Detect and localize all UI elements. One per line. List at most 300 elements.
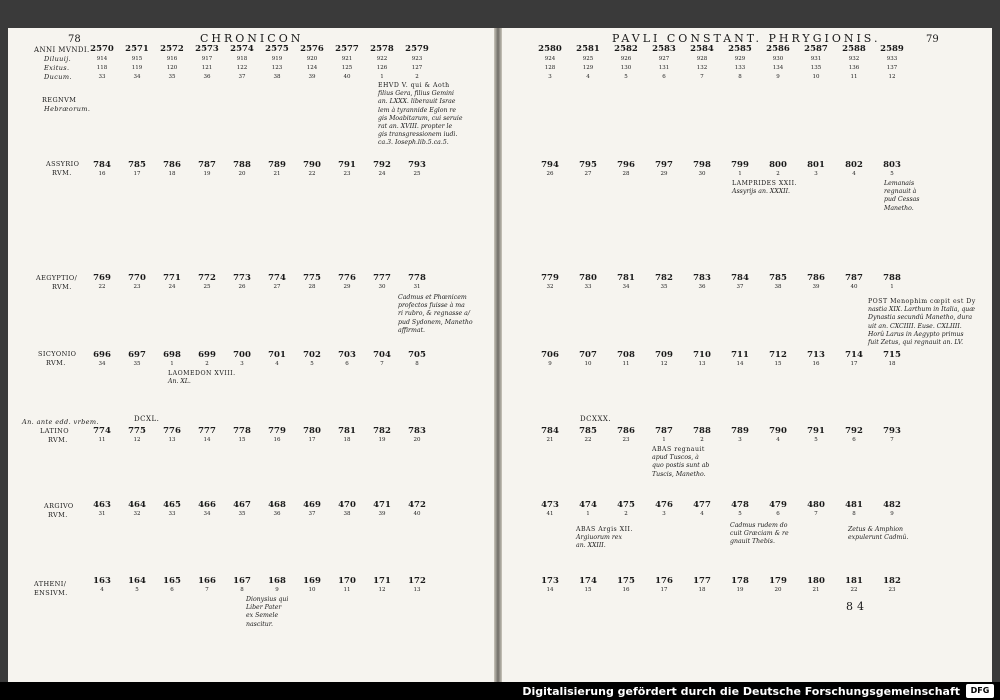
table-cell-value: 711 bbox=[731, 350, 749, 360]
table-cell-value: 786 bbox=[163, 160, 181, 170]
table-cell-sub: 34 bbox=[203, 511, 211, 517]
table-cell-sub: 4 bbox=[100, 587, 104, 593]
table-cell-sub: 23 bbox=[888, 587, 896, 593]
table-cell-sub: 30 bbox=[698, 171, 706, 177]
table-cell-sub: 12 bbox=[660, 361, 668, 367]
table-cell-sub: 22 bbox=[308, 171, 316, 177]
table-cell-value: 790 bbox=[769, 426, 787, 436]
table-cell-value: 773 bbox=[233, 273, 251, 283]
exitus-cell: 130 bbox=[620, 65, 632, 71]
regnum-sublabel: Hebræorum. bbox=[44, 105, 91, 113]
table-cell-sub: 11 bbox=[98, 437, 106, 443]
table-cell-sub: 28 bbox=[308, 284, 316, 290]
year-cell: 2581 bbox=[576, 44, 600, 54]
book-gutter bbox=[494, 28, 502, 682]
table-cell-sub: 24 bbox=[168, 284, 176, 290]
table-cell-sub: 1 bbox=[170, 361, 174, 367]
table-cell-value: 167 bbox=[233, 576, 251, 586]
diluuij-cell: 915 bbox=[131, 56, 143, 62]
table-cell-value: 780 bbox=[303, 426, 321, 436]
note-cadmus-phoenix: Cadmus et Phœnicem profectos fuisse à ma ri rubro, & regnasse a/ pud Sydonem, Manetho affirmat. bbox=[398, 294, 473, 334]
table-cell-sub: 35 bbox=[133, 361, 141, 367]
table-cell-sub: 20 bbox=[238, 171, 246, 177]
table-cell-sub: 2 bbox=[205, 361, 209, 367]
table-cell-value: 800 bbox=[769, 160, 787, 170]
latin-pre-label: An. ante edd. vrbem. bbox=[22, 418, 99, 426]
year-cell: 2572 bbox=[160, 44, 184, 54]
exitus-cell: 137 bbox=[886, 65, 898, 71]
exitus-cell: 129 bbox=[582, 65, 594, 71]
table-cell-sub: 41 bbox=[546, 511, 554, 517]
table-cell-value: 777 bbox=[373, 273, 391, 283]
table-cell-sub: 36 bbox=[273, 511, 281, 517]
table-cell-value: 164 bbox=[128, 576, 146, 586]
year-cell: 2578 bbox=[370, 44, 394, 54]
table-cell-sub: 10 bbox=[308, 587, 316, 593]
ducum-cell: 7 bbox=[700, 74, 704, 80]
table-cell-sub: 2 bbox=[700, 437, 704, 443]
table-cell-value: 713 bbox=[807, 350, 825, 360]
table-cell-sub: 21 bbox=[273, 171, 281, 177]
row-label-assyrians: ASSYRIO bbox=[46, 160, 80, 168]
row-label-assyrians-2: RVM. bbox=[52, 169, 72, 177]
regnum-label: REGNVM bbox=[42, 96, 77, 104]
table-cell-value: 477 bbox=[693, 500, 711, 510]
table-cell-sub: 29 bbox=[343, 284, 351, 290]
table-cell-sub: 16 bbox=[273, 437, 281, 443]
table-cell-value: 775 bbox=[303, 273, 321, 283]
ducum-cell: 1 bbox=[380, 74, 384, 80]
table-cell-sub: 20 bbox=[413, 437, 421, 443]
latin-marker-left: DCXL. bbox=[134, 415, 160, 423]
table-cell-value: 468 bbox=[268, 500, 286, 510]
table-cell-value: 774 bbox=[268, 273, 286, 283]
table-cell-value: 770 bbox=[128, 273, 146, 283]
year-cell: 2579 bbox=[405, 44, 429, 54]
table-cell-value: 705 bbox=[408, 350, 426, 360]
table-cell-sub: 11 bbox=[622, 361, 630, 367]
table-cell-sub: 18 bbox=[343, 437, 351, 443]
exitus-cell: 128 bbox=[544, 65, 556, 71]
table-cell-value: 178 bbox=[731, 576, 749, 586]
table-cell-value: 788 bbox=[693, 426, 711, 436]
year-cell: 2587 bbox=[804, 44, 828, 54]
dfg-logo: DFG bbox=[966, 684, 994, 698]
note-zetus-amphion: Zetus & Amphion expulerunt Cadmû. bbox=[848, 526, 909, 542]
table-cell-sub: 32 bbox=[133, 511, 141, 517]
table-cell-sub: 40 bbox=[413, 511, 421, 517]
ducum-cell: 34 bbox=[133, 74, 141, 80]
table-cell-value: 784 bbox=[93, 160, 111, 170]
table-cell-value: 778 bbox=[233, 426, 251, 436]
year-cell: 2576 bbox=[300, 44, 324, 54]
table-cell-sub: 38 bbox=[343, 511, 351, 517]
exitus-cell: 121 bbox=[201, 65, 213, 71]
table-cell-sub: 6 bbox=[852, 437, 856, 443]
exitus-cell: 134 bbox=[772, 65, 784, 71]
year-cell: 2584 bbox=[690, 44, 714, 54]
table-cell-value: 169 bbox=[303, 576, 321, 586]
table-cell-value: 785 bbox=[128, 160, 146, 170]
table-cell-sub: 20 bbox=[774, 587, 782, 593]
exitus-cell: 120 bbox=[166, 65, 178, 71]
table-cell-sub: 27 bbox=[584, 171, 592, 177]
diluuij-cell: 914 bbox=[96, 56, 108, 62]
table-cell-value: 785 bbox=[769, 273, 787, 283]
table-cell-sub: 22 bbox=[850, 587, 858, 593]
table-cell-sub: 14 bbox=[546, 587, 554, 593]
year-cell: 2585 bbox=[728, 44, 752, 54]
table-cell-value: 481 bbox=[845, 500, 863, 510]
year-cell: 2570 bbox=[90, 44, 114, 54]
table-cell-sub: 31 bbox=[413, 284, 421, 290]
row-label-sicyonians: SICYONIO bbox=[38, 350, 77, 358]
table-cell-value: 182 bbox=[883, 576, 901, 586]
table-cell-sub: 1 bbox=[738, 171, 742, 177]
table-cell-value: 772 bbox=[198, 273, 216, 283]
year-cell: 2582 bbox=[614, 44, 638, 54]
table-cell-value: 709 bbox=[655, 350, 673, 360]
exitus-cell: 127 bbox=[411, 65, 423, 71]
table-cell-value: 482 bbox=[883, 500, 901, 510]
table-cell-value: 706 bbox=[541, 350, 559, 360]
note-abas-argis: ABAS Argis XII. Argiuorum rex an. XXIII. bbox=[576, 526, 633, 550]
table-cell-value: 474 bbox=[579, 500, 597, 510]
ducum-cell: 33 bbox=[98, 74, 106, 80]
table-cell-sub: 34 bbox=[98, 361, 106, 367]
table-cell-value: 803 bbox=[883, 160, 901, 170]
diluuij-cell: 920 bbox=[306, 56, 318, 62]
table-cell-value: 791 bbox=[338, 160, 356, 170]
table-cell-sub: 6 bbox=[345, 361, 349, 367]
table-cell-value: 774 bbox=[93, 426, 111, 436]
table-cell-sub: 17 bbox=[660, 587, 668, 593]
table-cell-value: 714 bbox=[845, 350, 863, 360]
diluuij-cell: 926 bbox=[620, 56, 632, 62]
diluuij-cell: 927 bbox=[658, 56, 670, 62]
table-cell-value: 478 bbox=[731, 500, 749, 510]
ducum-cell: 5 bbox=[624, 74, 628, 80]
table-cell-sub: 8 bbox=[852, 511, 856, 517]
table-cell-value: 176 bbox=[655, 576, 673, 586]
table-cell-value: 703 bbox=[338, 350, 356, 360]
table-cell-sub: 4 bbox=[700, 511, 704, 517]
table-cell-value: 704 bbox=[373, 350, 391, 360]
table-cell-value: 181 bbox=[845, 576, 863, 586]
table-cell-value: 180 bbox=[807, 576, 825, 586]
table-cell-sub: 33 bbox=[584, 284, 592, 290]
table-cell-value: 779 bbox=[268, 426, 286, 436]
table-cell-sub: 21 bbox=[812, 587, 820, 593]
left-running-head: CHRONICON bbox=[200, 32, 304, 45]
table-cell-sub: 7 bbox=[205, 587, 209, 593]
table-cell-value: 784 bbox=[731, 273, 749, 283]
table-cell-sub: 19 bbox=[203, 171, 211, 177]
table-cell-sub: 40 bbox=[850, 284, 858, 290]
exitus-cell: 123 bbox=[271, 65, 283, 71]
table-cell-sub: 5 bbox=[135, 587, 139, 593]
table-cell-value: 165 bbox=[163, 576, 181, 586]
table-cell-sub: 17 bbox=[850, 361, 858, 367]
table-cell-value: 798 bbox=[693, 160, 711, 170]
table-cell-value: 787 bbox=[845, 273, 863, 283]
table-cell-sub: 12 bbox=[133, 437, 141, 443]
table-cell-sub: 26 bbox=[546, 171, 554, 177]
table-cell-value: 476 bbox=[655, 500, 673, 510]
diluuij-cell: 918 bbox=[236, 56, 248, 62]
table-cell-sub: 18 bbox=[888, 361, 896, 367]
table-cell-sub: 30 bbox=[378, 284, 386, 290]
year-cell: 2589 bbox=[880, 44, 904, 54]
table-cell-sub: 24 bbox=[378, 171, 386, 177]
table-cell-sub: 16 bbox=[622, 587, 630, 593]
table-cell-sub: 19 bbox=[378, 437, 386, 443]
table-cell-value: 782 bbox=[373, 426, 391, 436]
table-cell-sub: 39 bbox=[812, 284, 820, 290]
table-cell-value: 702 bbox=[303, 350, 321, 360]
table-cell-sub: 25 bbox=[413, 171, 421, 177]
table-cell-sub: 6 bbox=[170, 587, 174, 593]
table-cell-value: 470 bbox=[338, 500, 356, 510]
table-cell-value: 175 bbox=[617, 576, 635, 586]
note-lemanais: Lemanais regnauit à pud Cessas Manetho. bbox=[884, 180, 920, 212]
ducum-cell: 6 bbox=[662, 74, 666, 80]
table-cell-value: 173 bbox=[541, 576, 559, 586]
table-cell-sub: 7 bbox=[814, 511, 818, 517]
table-cell-sub: 34 bbox=[622, 284, 630, 290]
diluuij-cell: 923 bbox=[411, 56, 423, 62]
table-cell-sub: 13 bbox=[168, 437, 176, 443]
table-cell-value: 698 bbox=[163, 350, 181, 360]
diluuij-label: Diluuij. bbox=[44, 55, 72, 63]
table-cell-value: 801 bbox=[807, 160, 825, 170]
table-cell-value: 177 bbox=[693, 576, 711, 586]
exitus-cell: 124 bbox=[306, 65, 318, 71]
exitus-cell: 126 bbox=[376, 65, 388, 71]
table-cell-sub: 5 bbox=[890, 171, 894, 177]
table-cell-value: 166 bbox=[198, 576, 216, 586]
ducum-cell: 36 bbox=[203, 74, 211, 80]
table-cell-value: 783 bbox=[693, 273, 711, 283]
table-cell-value: 790 bbox=[303, 160, 321, 170]
table-cell-sub: 14 bbox=[736, 361, 744, 367]
table-cell-sub: 37 bbox=[736, 284, 744, 290]
table-cell-value: 467 bbox=[233, 500, 251, 510]
table-cell-sub: 23 bbox=[343, 171, 351, 177]
table-cell-sub: 16 bbox=[98, 171, 106, 177]
ducum-cell: 12 bbox=[888, 74, 896, 80]
row-label-latins-2: RVM. bbox=[48, 436, 68, 444]
table-cell-value: 475 bbox=[617, 500, 635, 510]
diluuij-cell: 921 bbox=[341, 56, 353, 62]
ducum-cell: 3 bbox=[548, 74, 552, 80]
table-cell-value: 802 bbox=[845, 160, 863, 170]
table-cell-value: 471 bbox=[373, 500, 391, 510]
table-cell-sub: 7 bbox=[380, 361, 384, 367]
table-cell-sub: 3 bbox=[662, 511, 666, 517]
table-cell-sub: 1 bbox=[662, 437, 666, 443]
table-cell-sub: 36 bbox=[698, 284, 706, 290]
table-cell-sub: 19 bbox=[736, 587, 744, 593]
table-cell-sub: 1 bbox=[890, 284, 894, 290]
table-cell-value: 797 bbox=[655, 160, 673, 170]
table-cell-value: 776 bbox=[163, 426, 181, 436]
ducum-cell: 10 bbox=[812, 74, 820, 80]
table-cell-value: 172 bbox=[408, 576, 426, 586]
table-cell-value: 712 bbox=[769, 350, 787, 360]
table-cell-value: 794 bbox=[541, 160, 559, 170]
right-page-number: 79 bbox=[926, 34, 939, 45]
table-cell-sub: 22 bbox=[584, 437, 592, 443]
table-cell-value: 174 bbox=[579, 576, 597, 586]
signature-mark: 84 bbox=[846, 600, 868, 613]
table-cell-value: 710 bbox=[693, 350, 711, 360]
exitus-cell: 136 bbox=[848, 65, 860, 71]
diluuij-cell: 919 bbox=[271, 56, 283, 62]
table-cell-value: 466 bbox=[198, 500, 216, 510]
table-cell-value: 788 bbox=[233, 160, 251, 170]
table-cell-value: 793 bbox=[408, 160, 426, 170]
table-cell-sub: 17 bbox=[133, 171, 141, 177]
table-cell-sub: 17 bbox=[308, 437, 316, 443]
row-label-egyptians: AEGYPTIO/ bbox=[36, 274, 78, 282]
right-running-head: PAVLI CONSTANT. PHRYGIONIS. bbox=[612, 32, 881, 45]
table-cell-value: 792 bbox=[845, 426, 863, 436]
exitus-cell: 135 bbox=[810, 65, 822, 71]
anni-mundi-label: ANNI MVNDI. bbox=[34, 46, 90, 54]
table-cell-value: 480 bbox=[807, 500, 825, 510]
table-cell-value: 696 bbox=[93, 350, 111, 360]
table-cell-value: 787 bbox=[655, 426, 673, 436]
table-cell-value: 791 bbox=[807, 426, 825, 436]
latin-marker-right: DCXXX. bbox=[580, 415, 612, 423]
diluuij-cell: 916 bbox=[166, 56, 178, 62]
diluuij-cell: 933 bbox=[886, 56, 898, 62]
table-cell-sub: 28 bbox=[622, 171, 630, 177]
diluuij-cell: 930 bbox=[772, 56, 784, 62]
diluuij-cell: 931 bbox=[810, 56, 822, 62]
ducum-cell: 2 bbox=[415, 74, 419, 80]
table-cell-sub: 18 bbox=[168, 171, 176, 177]
note-lamprides: LAMPRIDES XXII. Assyrijs an. XXXII. bbox=[732, 180, 798, 196]
note-cadmus-thebes: Cadmus rudem do cuit Græciam & re gnauit Thebis. bbox=[730, 522, 789, 546]
table-cell-value: 786 bbox=[807, 273, 825, 283]
footer-credit: Digitalisierung gefördert durch die Deutsche Forschungsgemeinschaft bbox=[522, 685, 960, 698]
table-cell-value: 779 bbox=[541, 273, 559, 283]
table-cell-sub: 2 bbox=[776, 171, 780, 177]
table-cell-value: 700 bbox=[233, 350, 251, 360]
year-cell: 2571 bbox=[125, 44, 149, 54]
table-cell-sub: 38 bbox=[774, 284, 782, 290]
table-cell-sub: 7 bbox=[890, 437, 894, 443]
table-cell-value: 463 bbox=[93, 500, 111, 510]
table-cell-value: 479 bbox=[769, 500, 787, 510]
year-cell: 2573 bbox=[195, 44, 219, 54]
year-cell: 2583 bbox=[652, 44, 676, 54]
row-label-argives: ARGIVO bbox=[44, 502, 74, 510]
row-label-sicyonians-2: RVM. bbox=[46, 359, 66, 367]
table-cell-sub: 32 bbox=[546, 284, 554, 290]
table-cell-sub: 10 bbox=[584, 361, 592, 367]
table-cell-sub: 5 bbox=[738, 511, 742, 517]
note-ehud: EHVD V. qui & Aoth filius Gera, filius Gemini an. LXXX. liberauit Israe lem à tyrannide Eglon re gis Moabitarum, cui seruie rat an. XVIII. propter le gis transgressionem iudi. ca.3. Ioseph.lib.5.ca.5. bbox=[378, 82, 463, 147]
table-cell-value: 163 bbox=[93, 576, 111, 586]
table-cell-sub: 13 bbox=[698, 361, 706, 367]
ducum-cell: 35 bbox=[168, 74, 176, 80]
ducum-cell: 37 bbox=[238, 74, 246, 80]
exitus-cell: 118 bbox=[96, 65, 108, 71]
table-cell-sub: 39 bbox=[378, 511, 386, 517]
note-abas-tuscos: ABAS regnauit apud Tuscos, à quo postis sunt ab Tuscis, Manetho. bbox=[652, 446, 710, 478]
table-cell-value: 171 bbox=[373, 576, 391, 586]
table-cell-value: 788 bbox=[883, 273, 901, 283]
table-cell-sub: 23 bbox=[133, 284, 141, 290]
table-cell-sub: 9 bbox=[890, 511, 894, 517]
table-cell-sub: 25 bbox=[203, 284, 211, 290]
table-cell-value: 771 bbox=[163, 273, 181, 283]
year-cell: 2574 bbox=[230, 44, 254, 54]
note-laomedon: LAOMEDON XVIII. An. XL. bbox=[168, 370, 236, 386]
diluuij-cell: 929 bbox=[734, 56, 746, 62]
table-cell-value: 780 bbox=[579, 273, 597, 283]
table-cell-value: 472 bbox=[408, 500, 426, 510]
table-cell-value: 799 bbox=[731, 160, 749, 170]
table-cell-value: 769 bbox=[93, 273, 111, 283]
table-cell-value: 708 bbox=[617, 350, 635, 360]
table-cell-value: 785 bbox=[579, 426, 597, 436]
ducum-cell: 4 bbox=[586, 74, 590, 80]
table-cell-sub: 5 bbox=[814, 437, 818, 443]
table-cell-value: 787 bbox=[198, 160, 216, 170]
table-cell-value: 793 bbox=[883, 426, 901, 436]
table-cell-sub: 1 bbox=[586, 511, 590, 517]
exitus-cell: 119 bbox=[131, 65, 143, 71]
table-cell-value: 778 bbox=[408, 273, 426, 283]
ducum-cell: 8 bbox=[738, 74, 742, 80]
diluuij-cell: 925 bbox=[582, 56, 594, 62]
table-cell-sub: 35 bbox=[238, 511, 246, 517]
table-cell-sub: 37 bbox=[308, 511, 316, 517]
table-cell-value: 465 bbox=[163, 500, 181, 510]
footer-bar bbox=[0, 682, 1000, 700]
ducum-cell: 39 bbox=[308, 74, 316, 80]
table-cell-sub: 21 bbox=[546, 437, 554, 443]
table-cell-value: 473 bbox=[541, 500, 559, 510]
table-cell-sub: 15 bbox=[774, 361, 782, 367]
ducum-cell: 38 bbox=[273, 74, 281, 80]
table-cell-value: 789 bbox=[731, 426, 749, 436]
table-cell-sub: 29 bbox=[660, 171, 668, 177]
table-cell-value: 464 bbox=[128, 500, 146, 510]
table-cell-sub: 16 bbox=[812, 361, 820, 367]
exitus-cell: 131 bbox=[658, 65, 670, 71]
table-cell-value: 777 bbox=[198, 426, 216, 436]
table-cell-sub: 35 bbox=[660, 284, 668, 290]
ducum-label: Ducum. bbox=[44, 73, 72, 81]
ducum-cell: 9 bbox=[776, 74, 780, 80]
table-cell-sub: 8 bbox=[240, 587, 244, 593]
table-cell-value: 179 bbox=[769, 576, 787, 586]
table-cell-sub: 9 bbox=[548, 361, 552, 367]
table-cell-sub: 15 bbox=[584, 587, 592, 593]
table-cell-sub: 22 bbox=[98, 284, 106, 290]
table-cell-sub: 31 bbox=[98, 511, 106, 517]
table-cell-value: 715 bbox=[883, 350, 901, 360]
table-cell-value: 786 bbox=[617, 426, 635, 436]
table-cell-value: 697 bbox=[128, 350, 146, 360]
diluuij-cell: 917 bbox=[201, 56, 213, 62]
table-cell-sub: 4 bbox=[852, 171, 856, 177]
